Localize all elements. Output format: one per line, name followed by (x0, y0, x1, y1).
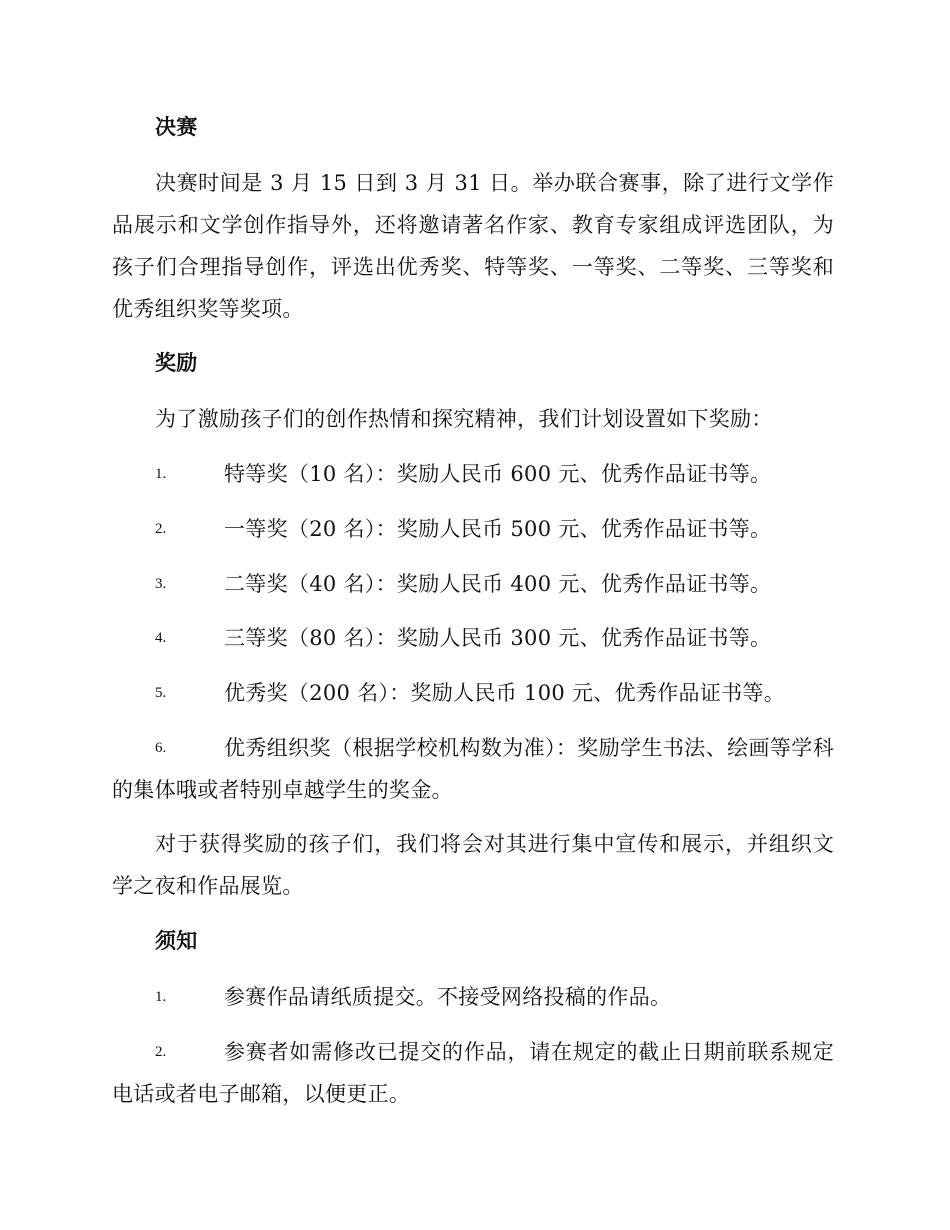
section-heading-awards: 奖励 (155, 350, 198, 375)
award-item-number: 1. (155, 466, 167, 482)
award-item-number: 4. (155, 630, 167, 646)
award-item-number: 5. (155, 685, 167, 701)
award-item-text: 优秀组织奖（根据学校机构数为准）：奖励学生书法、绘画等学科的集体哦或者特别卓越学生的奖金。 (112, 736, 834, 802)
award-item-number: 2. (155, 521, 167, 537)
final-paragraph: 决赛时间是 3 月 15 日到 3 月 31 日。举办联合赛事，除了进行文学作品展示和文学创作指导外，还将邀请著名作家、教育专家组成评选团队，为孩子们合理指导创作，评选出优秀奖、特等奖、一等奖、二等奖、三等奖和优秀组织奖等奖项。 (112, 171, 834, 321)
award-item-text: 三等奖（80 名）：奖励人民币 300 元、优秀作品证书等。 (224, 626, 772, 650)
notice-item-number: 1. (155, 989, 167, 1005)
section-heading-final: 决赛 (155, 114, 198, 139)
award-item-text: 特等奖（10 名）：奖励人民币 600 元、优秀作品证书等。 (224, 462, 772, 486)
award-item-number: 3. (155, 576, 167, 592)
notice-item-text: 参赛作品请纸质提交。不接受网络投稿的作品。 (224, 985, 672, 1009)
award-item-number: 6. (155, 740, 167, 756)
notice-item-number: 2. (155, 1044, 167, 1060)
award-item-text: 优秀奖（200 名）：奖励人民币 100 元、优秀作品证书等。 (224, 681, 785, 705)
award-item-text: 一等奖（20 名）：奖励人民币 500 元、优秀作品证书等。 (224, 517, 772, 541)
awards-closing: 对于获得奖励的孩子们，我们将会对其进行集中宣传和展示，并组织文学之夜和作品展览。 (112, 832, 834, 898)
award-item-text: 二等奖（40 名）：奖励人民币 400 元、优秀作品证书等。 (224, 572, 772, 596)
awards-intro: 为了激励孩子们的创作热情和探究精神，我们计划设置如下奖励： (155, 407, 773, 431)
notice-item-text: 参赛者如需修改已提交的作品，请在规定的截止日期前联系规定电话或者电子邮箱，以便更正。 (112, 1040, 834, 1106)
section-heading-notice: 须知 (155, 928, 198, 953)
